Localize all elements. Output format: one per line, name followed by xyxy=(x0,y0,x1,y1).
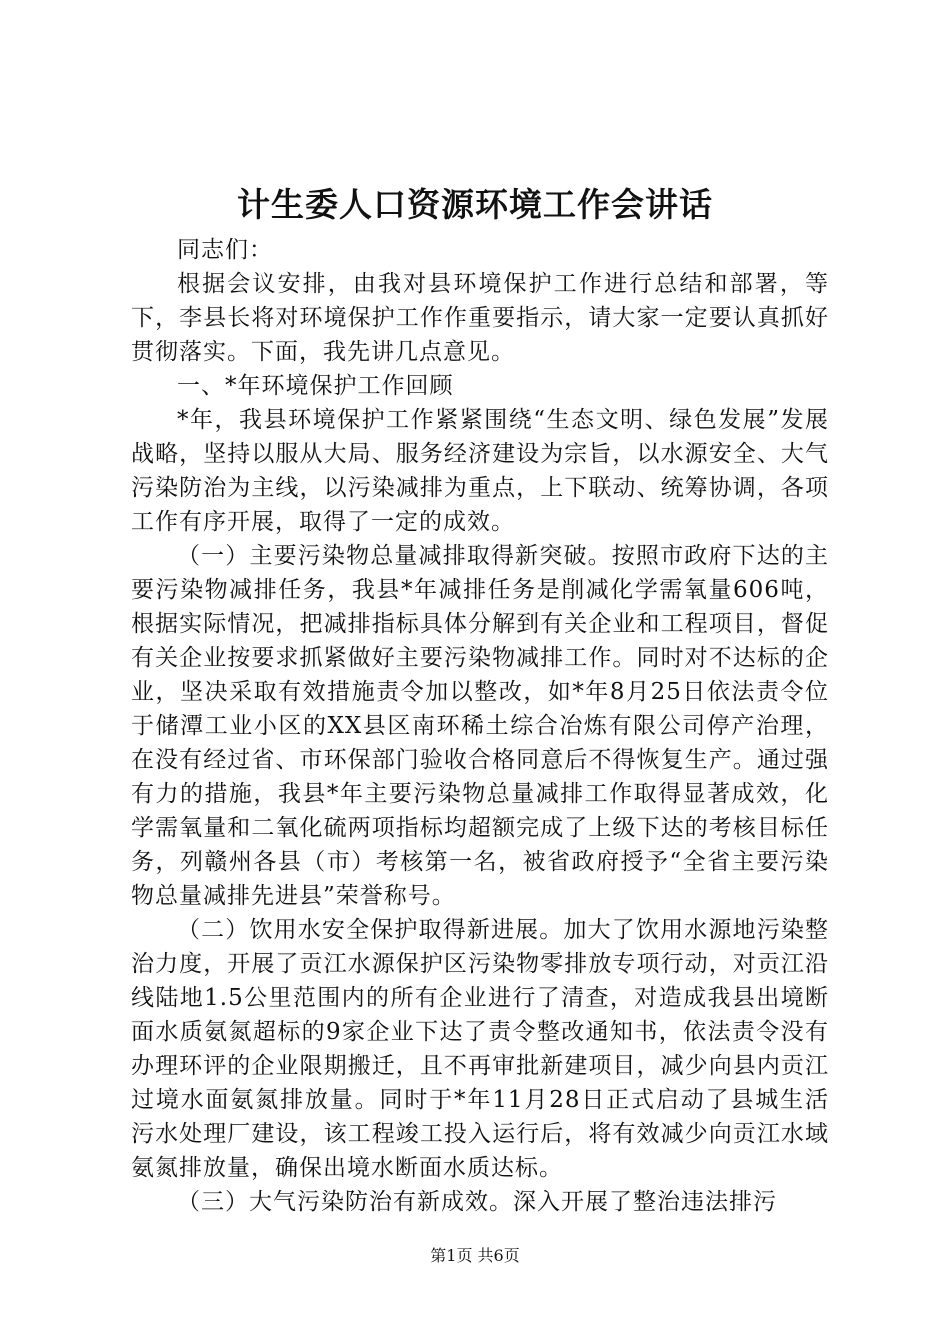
document-title: 计生委人口资源环境工作会讲话 xyxy=(237,185,713,224)
paragraph-air-pollution: （三）大气污染防治有新成效。深入开展了整治违法排污 xyxy=(177,1189,777,1215)
salutation: 同志们： xyxy=(177,237,273,263)
paragraph-emission-reduction: （一）主要污染物总量减排取得新突破。按照市政府下达的主要污染物减排任务，我县*年减排任务是削减化学需氧量606吨，根据实际情况，把减排指标具体分解到有关企业和工程项目，督促有关企业按要求抓紧做好主要污染物减排工作。同时对不达标的企业，坚决采取有效措施责令加以整改，如*年8月25日依法责令位于储潭工业小区的XX县区南环稀土综合冶炼有限公司停产治理，在没有经过省、市环保部门验收合格同意后不得恢复生产。通过强有力的措施，我县*年主要污染物总量减排工作取得显著成效，化学需氧量和二氧化硫两项指标均超额完成了上级下达的考核目标任务，列赣州各县（市）考核第一名，被省政府授予“全省主要污染物总量减排先进县”荣誉称号。 xyxy=(131,543,829,909)
paragraph-drinking-water: （二）饮用水安全保护取得新进展。加大了饮用水源地污染整治力度，开展了贡江水源保护区污染物零排放专项行动，对贡江沿线陆地1.5公里范围内的所有企业进行了清查，对造成我县出境断面水质氨氮超标的9家企业下达了责令整改通知书，依法责令没有办理环评的企业限期搬迁，且不再审批新建项目，减少向县内贡江过境水面氨氮排放量。同时于*年11月28日正式启动了县城生活污水处理厂建设，该工程竣工投入运行后，将有效减少向贡江水域氨氮排放量，确保出境水断面水质达标。 xyxy=(131,917,829,1181)
paragraph-intro: 根据会议安排，由我对县环境保护工作进行总结和部署，等下，李县长将对环境保护工作作重要指示，请大家一定要认真抓好贯彻落实。下面，我先讲几点意见。 xyxy=(131,271,829,365)
section-heading-review: 一、*年环境保护工作回顾 xyxy=(177,373,454,399)
page-footer: 第1页 共6页 xyxy=(430,1246,520,1265)
document-body xyxy=(131,233,829,1219)
paragraph-overview: *年，我县环境保护工作紧紧围绕“生态文明、绿色发展”发展战略，坚持以服从大局、服务经济建设为宗旨，以水源安全、大气污染防治为主线，以污染减排为重点，上下联动、统筹协调，各项工作有序开展，取得了一定的成效。 xyxy=(131,407,829,535)
